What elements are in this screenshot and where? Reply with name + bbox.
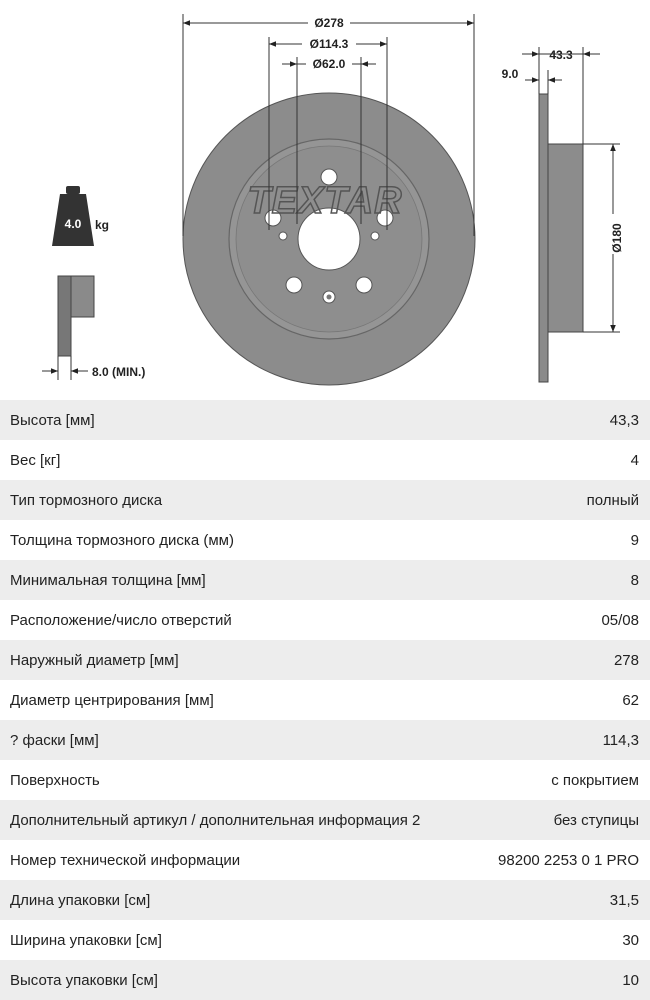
spec-label: Длина упаковки [см] (10, 891, 151, 909)
spec-value: полный (586, 491, 639, 509)
spec-label: Минимальная толщина [мм] (10, 571, 206, 589)
spec-row (0, 840, 650, 880)
spec-row (0, 920, 650, 960)
spec-row (0, 720, 650, 760)
dim-height: 43.3 (549, 48, 573, 62)
spec-value: 9 (630, 531, 639, 549)
weight-unit: kg (95, 218, 110, 232)
spec-label: Расположение/число отверстий (10, 611, 232, 629)
spec-value: 114,3 (602, 731, 639, 749)
spec-value: 05/08 (601, 611, 639, 629)
dim-hat-diameter: Ø180 (610, 223, 624, 253)
spec-row (0, 800, 650, 840)
weight-icon (52, 186, 94, 246)
dim-thickness: 9.0 (501, 67, 519, 81)
dim-pcd: Ø114.3 (309, 37, 349, 51)
spec-row (0, 400, 650, 440)
min-thickness-label: 8.0 (MIN.) (92, 365, 146, 379)
spec-value: 278 (613, 651, 639, 669)
spec-row (0, 880, 650, 920)
spec-label: Тип тормозного диска (10, 491, 163, 509)
bolt-hole (356, 277, 372, 293)
spec-row (0, 560, 650, 600)
spec-label: Дополнительный артикул / дополнительная информация 2 (10, 811, 421, 829)
spec-value: 10 (622, 971, 639, 989)
spec-label: Толщина тормозного диска (мм) (10, 531, 234, 549)
spec-value: с покрытием (551, 771, 639, 789)
spec-row (0, 680, 650, 720)
spec-row (0, 760, 650, 800)
dim-outer-diameter: Ø278 (314, 16, 344, 30)
spec-row (0, 640, 650, 680)
spec-label: Поверхность (10, 771, 100, 789)
brand-logo: TEXTAR (247, 180, 403, 222)
spec-label: ? фаски [мм] (10, 731, 99, 749)
spec-value: 62 (622, 691, 639, 709)
spec-label: Наружный диаметр [мм] (10, 651, 179, 669)
spec-value: 8 (630, 571, 639, 589)
dim-center-bore: Ø62.0 (312, 57, 346, 71)
spec-label: Высота упаковки [см] (10, 971, 158, 989)
spec-value: 43,3 (609, 411, 639, 429)
spec-row (0, 600, 650, 640)
spec-row (0, 520, 650, 560)
weight-value: 4.0 (64, 217, 82, 231)
spec-row (0, 440, 650, 480)
small-hole (279, 232, 287, 240)
disc-front-view (183, 93, 475, 385)
min-thickness-icon (42, 276, 94, 380)
spec-label: Номер технической информации (10, 851, 241, 869)
disc-side-view (539, 94, 583, 382)
spec-value: 98200 2253 0 1 PRO (498, 851, 639, 869)
spec-row (0, 480, 650, 520)
spec-label: Вес [кг] (10, 451, 61, 469)
spec-row (0, 960, 650, 1000)
spec-label: Ширина упаковки [см] (10, 931, 162, 949)
spec-label: Высота [мм] (10, 411, 95, 429)
bolt-hole (286, 277, 302, 293)
spec-value: 30 (622, 931, 639, 949)
small-hole (371, 232, 379, 240)
spec-table (0, 400, 650, 1000)
spec-label: Диаметр центрирования [мм] (10, 691, 214, 709)
brake-disc-drawing (0, 0, 650, 400)
spec-value: 4 (630, 451, 639, 469)
spec-value: без ступицы (553, 811, 639, 829)
spec-value: 31,5 (609, 891, 639, 909)
